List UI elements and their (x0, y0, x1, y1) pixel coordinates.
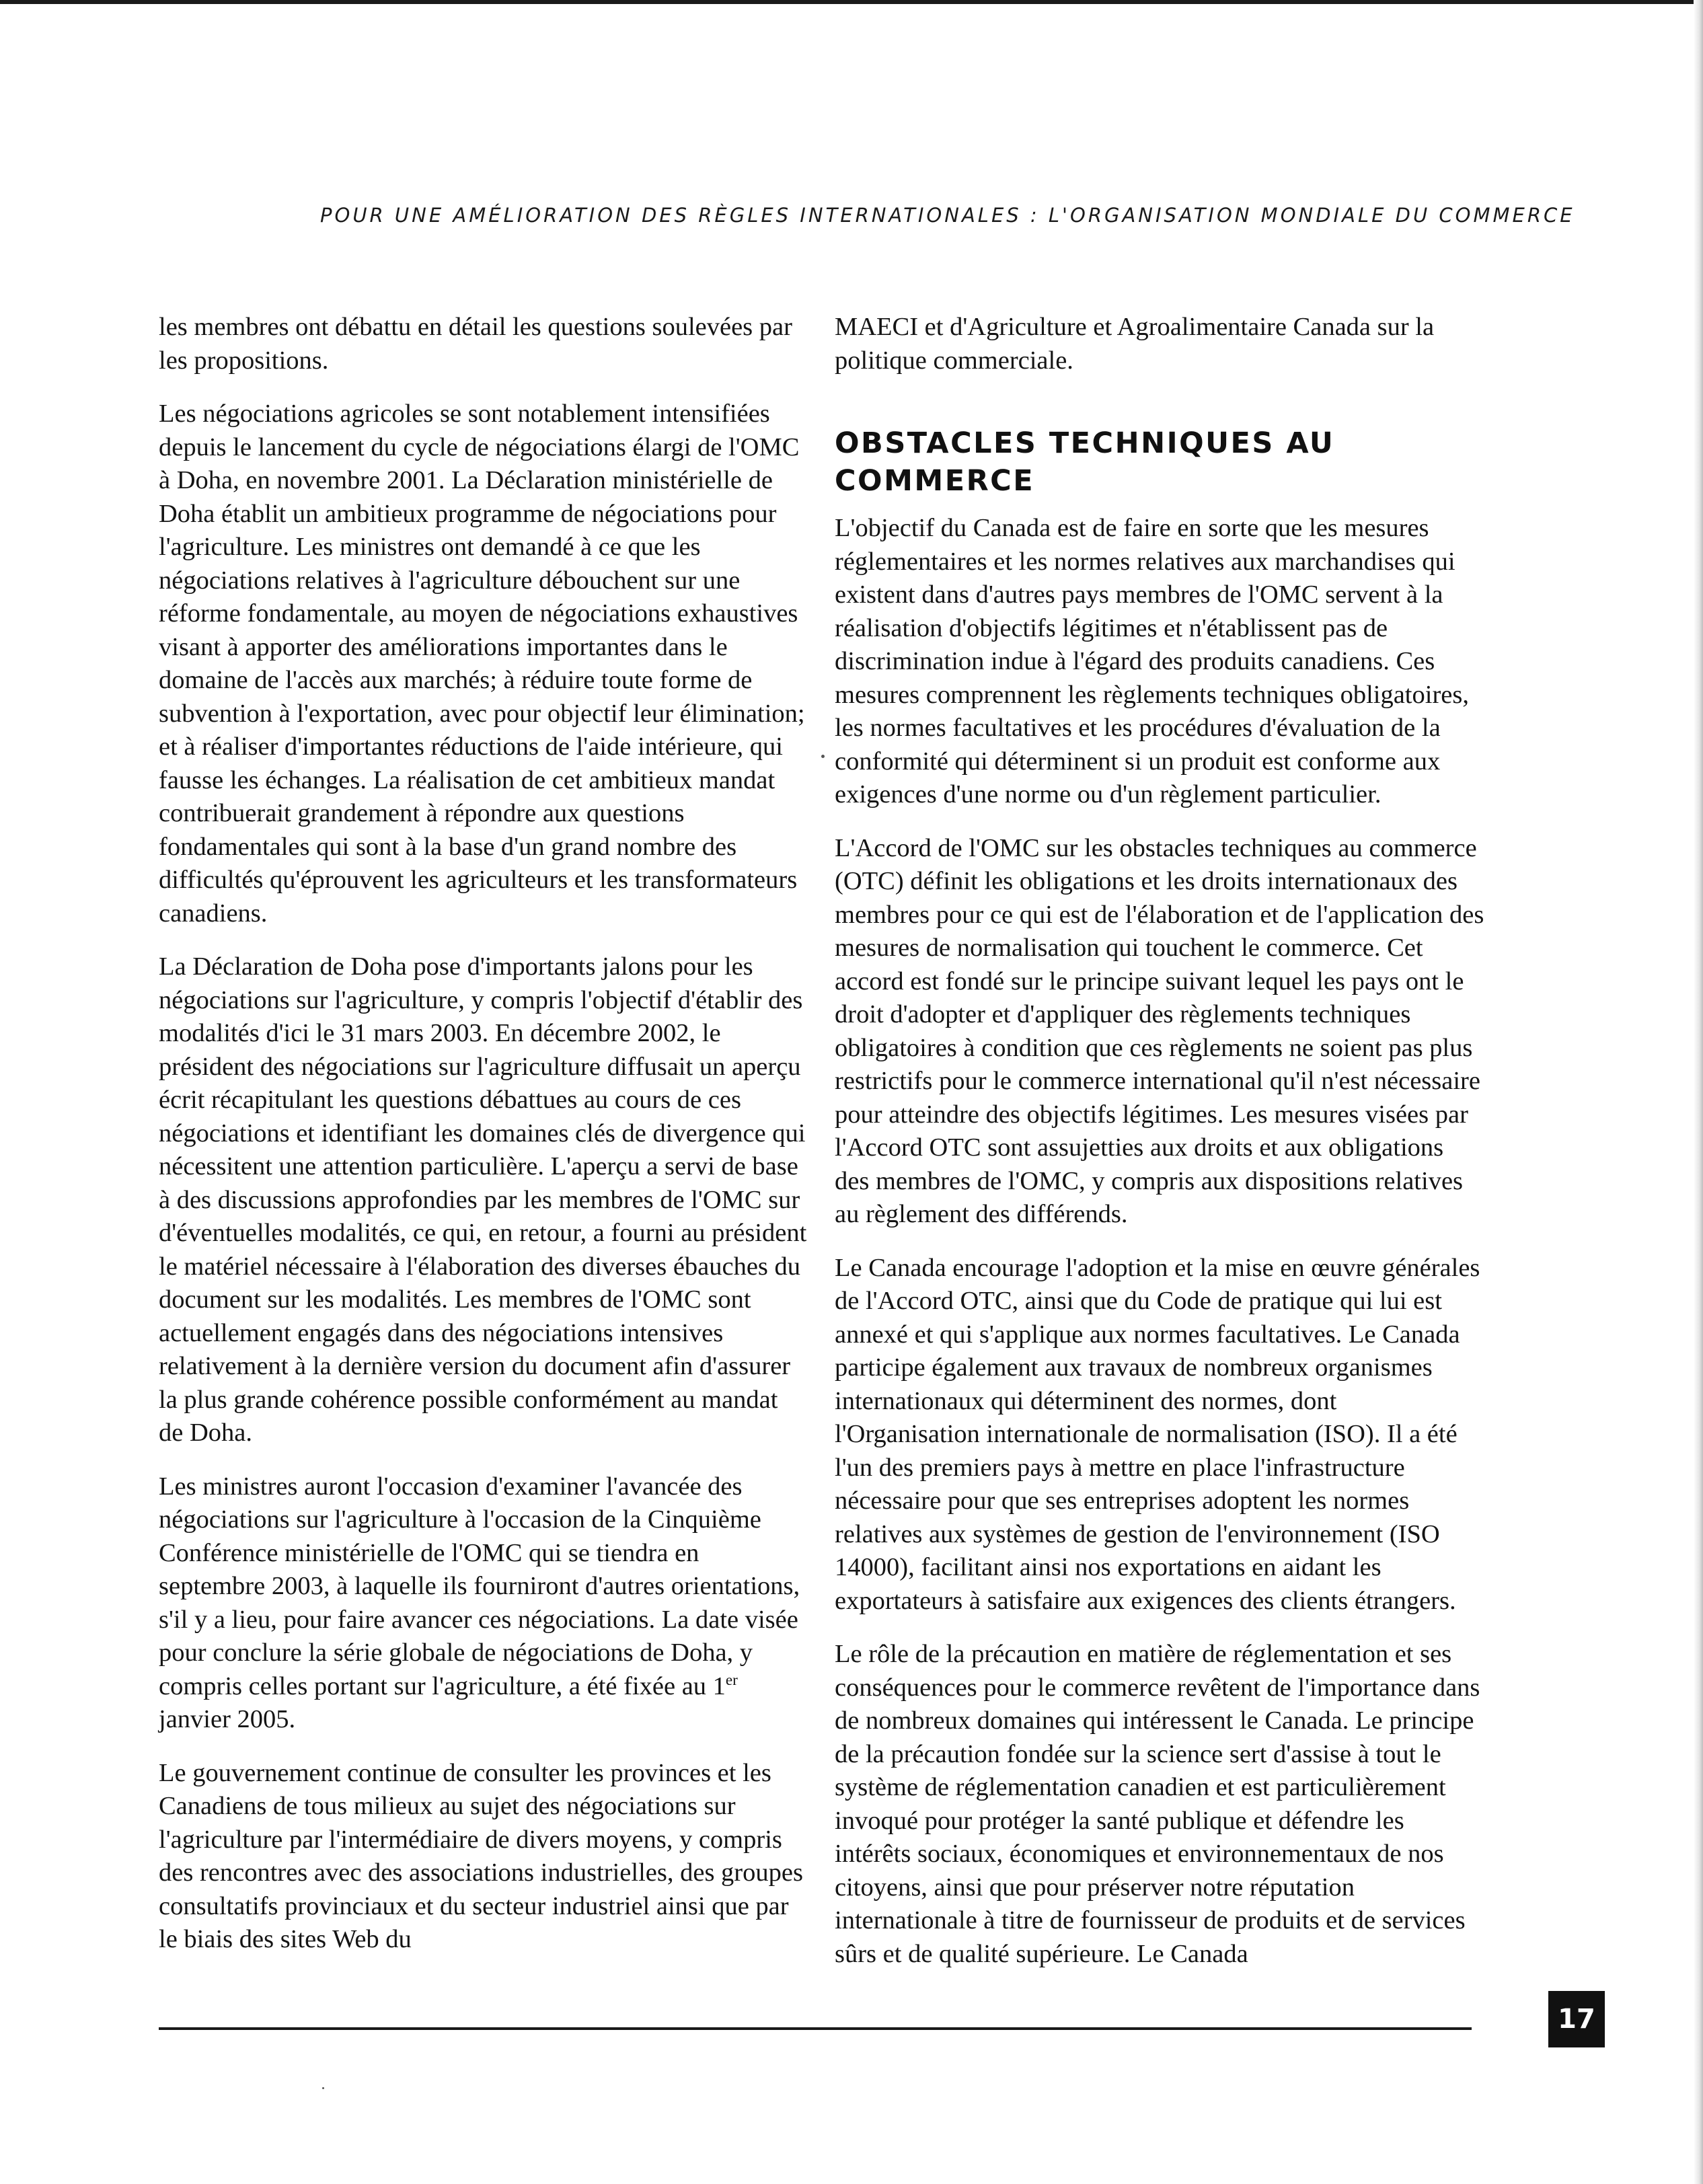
date-superscript: er (725, 1670, 738, 1688)
left-paragraph-4-text: Les ministres auront l'occasion d'examiner l'avancée des négociations sur l'agriculture à l'occasion de la Cinquième Conférence ministérielle de l'OMC qui se tiendra en septembre 2003, à laquelle ils fourniront d'autres orientations, s'il y a lieu, pour faire avancer ces négociations. La date visée pour conclure la série globale de négociations de Doha, y compris celles portant sur l'agriculture, a été fixée au (159, 1472, 800, 1700)
left-paragraph-1: les membres ont débattu en détail les questions soulevées par les propositions. (159, 313, 792, 375)
scan-edge-top (0, 0, 1703, 4)
footer-rule (159, 2027, 1472, 2030)
right-paragraph-1: L'objectif du Canada est de faire en sorte que les mesures réglementaires et les normes relatives aux marchandises qui existent dans d'autres pays membres de l'OMC servent à la réalisation d'objectifs légitimes et n'établissent pas de discrimination indue à l'égard des produits canadiens. Ces mesures comprennent les règlements techniques obligatoires, les normes facultatives et les procédures d'évaluation de la conformité qui déterminent si un produit est conforme aux exigences d'une norme ou d'un règlement particulier. (835, 514, 1469, 808)
section-title: OBSTACLES TECHNIQUES AU COMMERCE (835, 426, 1335, 498)
left-paragraph-3: La Déclaration de Doha pose d'importants jalons pour les négociations sur l'agriculture, y compris l'objectif d'établir des modalités d'ici le 31 mars 2003. En décembre 2002, le président des négociations sur l'agriculture diffusait un aperçu écrit récapitulant les questions débattues au cours de ces négociations et identifiant les domaines clés de divergence qui nécessitent une attention particulière. L'aperçu a servi de base à des discussions approfondies par les membres de l'OMC sur d'éventuelles modalités, ce qui, en retour, a fourni au président le matériel nécessaire à l'élaboration des diverses ébauches du document sur les modalités. Les membres de l'OMC sont actuellement engagés dans des négociations intensives relativement à la dernière version du document afin d'assurer la plus grande cohérence possible conformément au mandat de Doha. (159, 952, 807, 1447)
scan-speck (322, 2087, 324, 2089)
left-column (159, 311, 808, 1977)
scan-speck (821, 755, 825, 758)
right-column (835, 311, 1484, 1991)
left-paragraph-5: Le gouvernement continue de consulter les provinces et les Canadiens de tous milieux au sujet des négociations sur l'agriculture par l'intermédiaire de divers moyens, y compris des rencontres avec des associations industrielles, des groupes consultatifs provinciaux et du secteur industriel ainsi que par le biais des sites Web du (159, 1758, 803, 1953)
right-paragraph-3: Le Canada encourage l'adoption et la mise en œuvre générales de l'Accord OTC, ainsi que du Code de pratique qui lui est annexé et qui s'applique aux normes facultatives. Le Canada participe également aux travaux de nombreux organismes internationaux qui déterminent des normes, dont l'Organisation internationale de normalisation (ISO). Il a été l'un des premiers pays à mettre en place l'infrastructure nécessaire pour que ses entreprises adoptent les normes relatives aux systèmes de gestion de l'environnement (ISO 14000), facilitant ainsi nos exportations en aidant les exportateurs à satisfaire aux exigences des clients étrangers. (835, 1253, 1480, 1615)
page-number: 17 (1548, 1991, 1605, 2047)
date-tail: janvier 2005. (159, 1705, 296, 1733)
right-intro-paragraph: MAECI et d'Agriculture et Agroalimentaire Canada sur la politique commerciale. (835, 313, 1435, 375)
date-number: 1 (712, 1671, 726, 1700)
running-header: POUR UNE AMÉLIORATION DES RÈGLES INTERNATIONALES : L'ORGANISATION MONDIALE DU COMMERCE (320, 204, 1575, 227)
scan-edge-right (1694, 0, 1703, 2184)
left-paragraph-4 (159, 1470, 808, 1737)
right-paragraph-2: L'Accord de l'OMC sur les obstacles techniques au commerce (OTC) définit les obligations et les droits internationaux des membres pour ce qui est de l'élaboration et de l'application des mesures de normalisation qui touchent le commerce. Cet accord est fondé sur le principe suivant lequel les pays ont le droit d'adopter et d'appliquer des règlements techniques obligatoires à condition que ces règlements ne soient pas plus restrictifs pour le commerce international qu'il n'est nécessaire pour atteindre des objectifs légitimes. Les mesures visées par l'Accord OTC sont assujetties aux droits et aux obligations des membres de l'OMC, y compris aux dispositions relatives au règlement des différends. (835, 833, 1484, 1228)
left-paragraph-2: Les négociations agricoles se sont notablement intensifiées depuis le lancement du cycle de négociations élargi de l'OMC à Doha, en novembre 2001. La Déclaration ministérielle de Doha établit un ambitieux programme de négociations pour l'agriculture. Les ministres ont demandé à ce que les négociations relatives à l'agriculture débouchent sur une réforme fondamentale, au moyen de négociations exhaustives visant à apporter des améliorations importantes dans le domaine de l'accès aux marchés; à réduire toute forme de subvention à l'exportation, avec pour objectif leur élimination; et à réaliser d'importantes réductions de l'aide intérieure, qui fausse les échanges. La réalisation de cet ambitieux mandat contribuerait grandement à répondre aux questions fondamentales qui sont à la base d'un grand nombre des difficultés qu'éprouvent les agriculteurs et les transformateurs canadiens. (159, 400, 805, 928)
right-paragraph-4: Le rôle de la précaution en matière de réglementation et ses conséquences pour le commerce revêtent de l'importance dans de nombreux domaines qui intéressent le Canada. Le principe de la précaution fondée sur la science sert d'assise à tout le système de réglementation canadien et est particulièrement invoqué pour protéger la santé publique et défendre les intérêts sociaux, économiques et environnementaux de nos citoyens, ainsi que pour préserver notre réputation internationale à titre de fournisseur de produits et de services sûrs et de qualité supérieure. Le Canada (835, 1640, 1480, 1968)
